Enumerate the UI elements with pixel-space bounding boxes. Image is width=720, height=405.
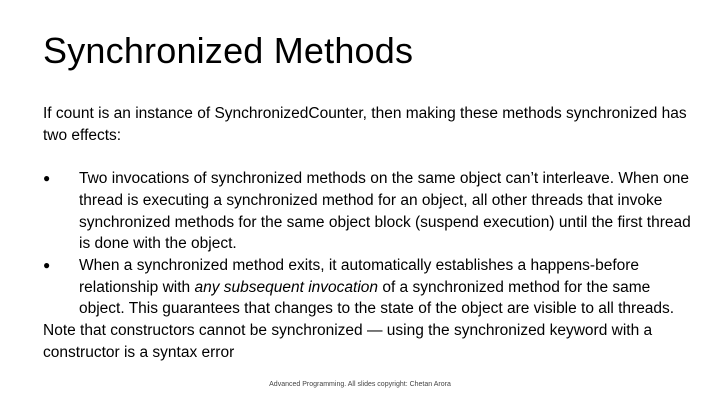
note-paragraph: Note that constructors cannot be synchronized — using the synchronized keyword with a constructor is a syntax error <box>43 322 653 361</box>
bullet-dot-icon: ● <box>43 171 51 186</box>
footer-copyright: Advanced Programming. All slides copyright: Chetan Arora <box>269 381 451 388</box>
bullet-list <box>43 168 693 320</box>
bullet-text-start: When a synchronized method exits, it automatically establishes a happens-before relationship with <box>79 256 640 296</box>
bullet-text: Two invocations of synchronized methods on the same object can’t interleave. When one thread is executing a synchronized method for an object, all other threads that invoke synchronized methods for the same object block (suspend execution) until the first thread is done with the object. <box>79 170 691 253</box>
intro-paragraph: If count is an instance of SynchronizedCounter, then making these methods synchronized has two effects: <box>43 105 687 144</box>
bullet-item <box>43 255 693 320</box>
bullet-text <box>79 257 674 317</box>
bullet-text-end: of a synchronized method for the same object. This guarantees that changes to the state of the object are visible to all threads. <box>79 278 675 318</box>
bullet-dot-icon: ● <box>43 257 51 272</box>
bullet-item <box>43 168 693 255</box>
slide-body <box>43 103 693 363</box>
bullet-text-emphasis: any subsequent invocation <box>194 278 379 296</box>
slide-title: Synchronized Methods <box>43 30 414 71</box>
